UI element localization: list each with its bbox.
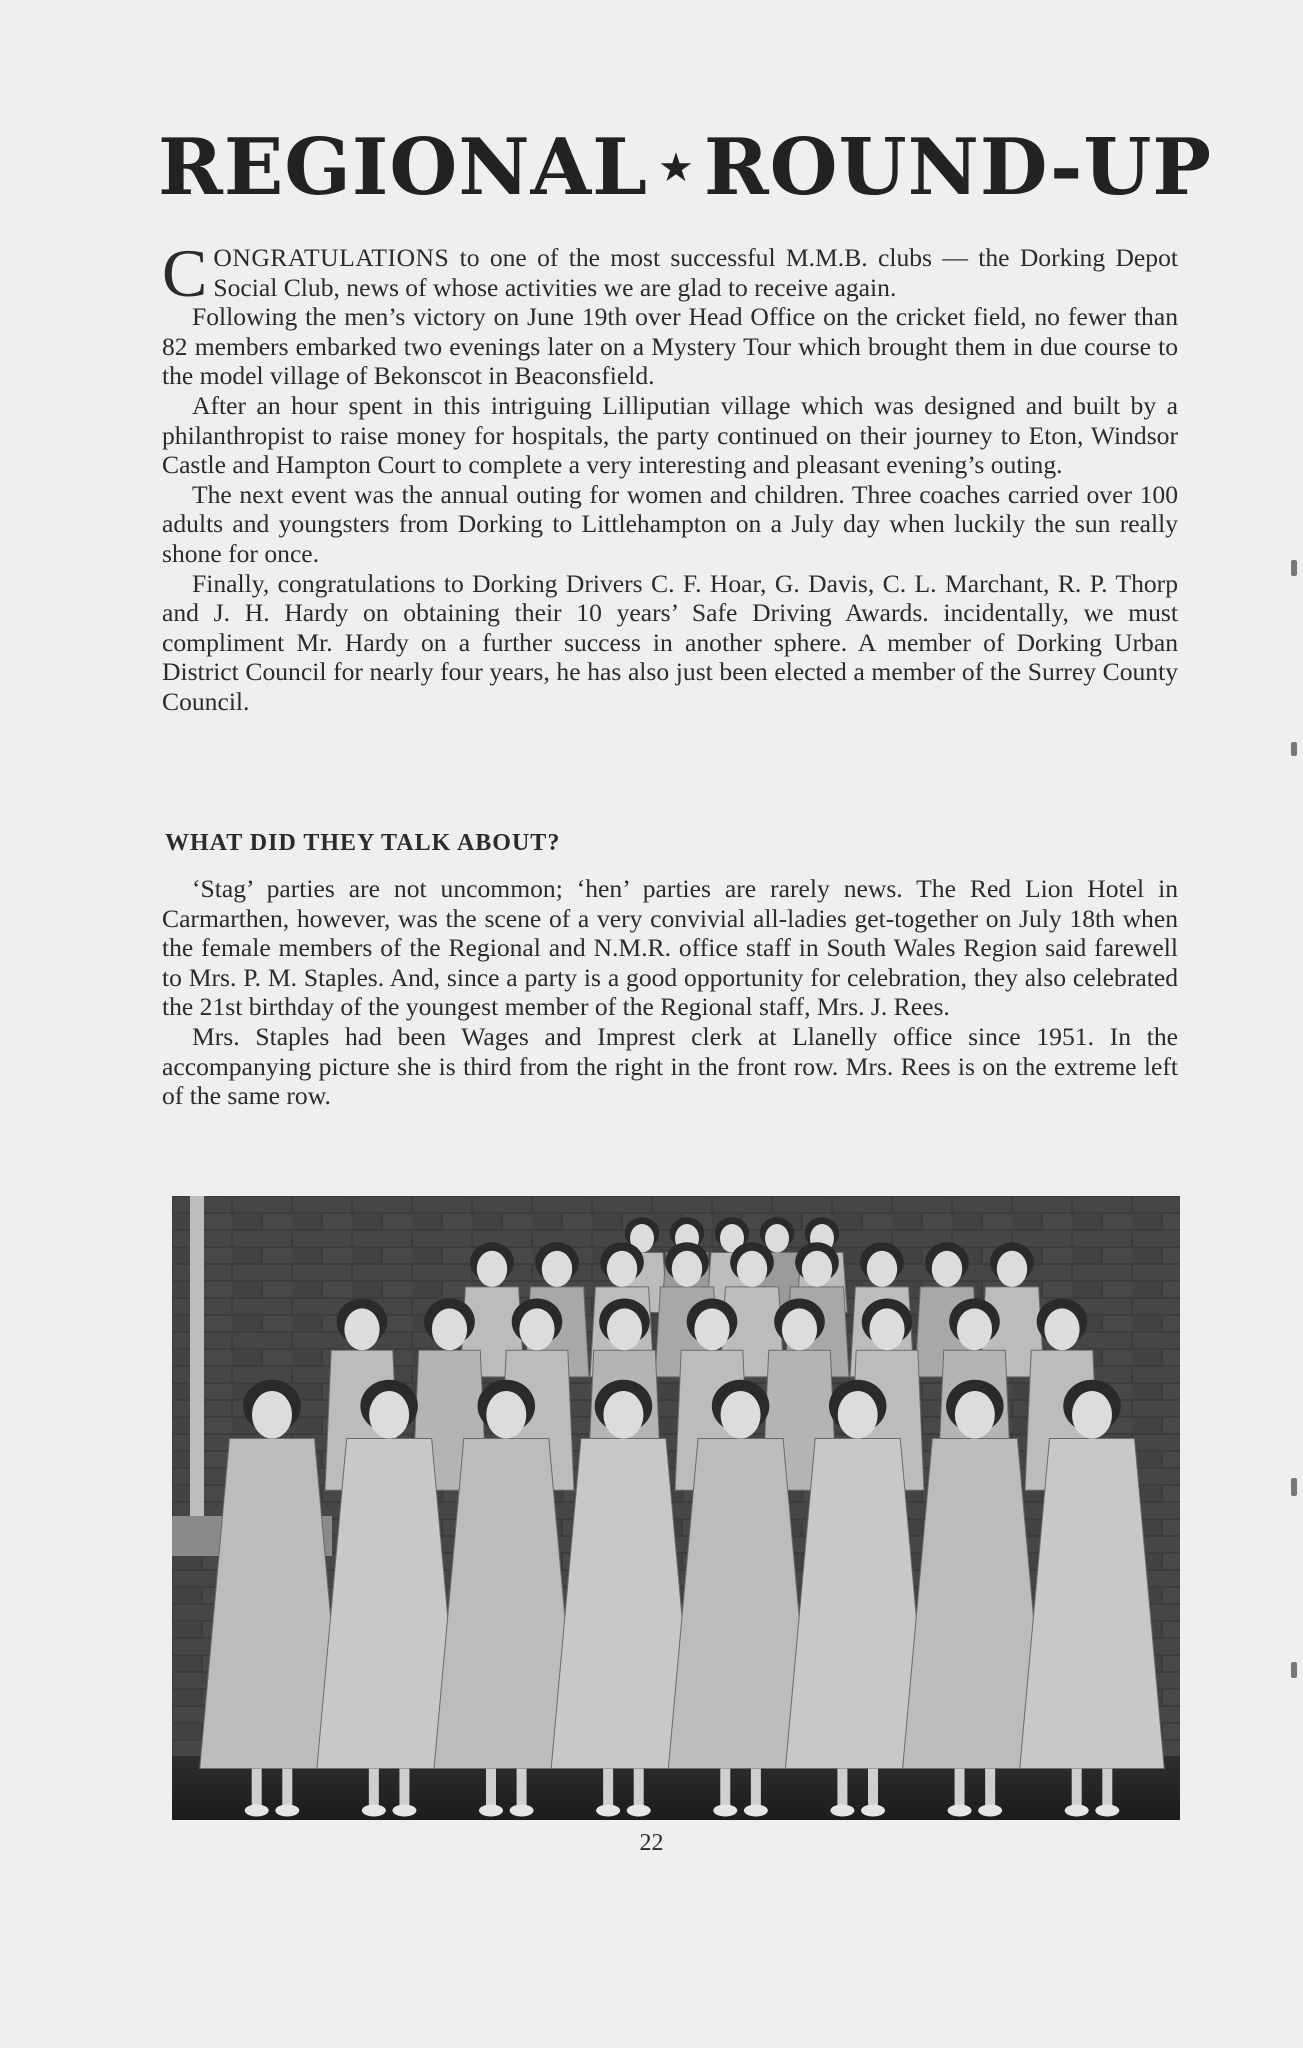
leg <box>517 1769 527 1809</box>
shoe <box>362 1805 386 1817</box>
face <box>955 1391 995 1439</box>
lead-smallcaps: ONGRATULATIONS <box>213 243 450 272</box>
shoe <box>245 1805 269 1817</box>
shoe <box>510 1805 534 1817</box>
shoe <box>978 1805 1002 1817</box>
shoe <box>479 1805 503 1817</box>
leg <box>603 1769 613 1809</box>
shoe <box>830 1805 854 1817</box>
leg <box>486 1769 496 1809</box>
shoe <box>713 1805 737 1817</box>
page-title <box>158 118 1213 218</box>
article-paragraph: The next event was the annual outing for women and children. Three coaches carried over 100 adults and youngsters from Dorking to Littlehampton on a July day when luckily the sun really shone for once. <box>162 479 1178 568</box>
article-hen-party <box>162 874 1178 1111</box>
star-icon: ★ <box>657 145 694 191</box>
lead-text: to one of the most successful M.M.B. clubs — the Dorking Depot Social Club, news of whose activities we are glad to receive again. <box>213 243 1178 302</box>
leg <box>985 1769 995 1809</box>
leg <box>720 1769 730 1809</box>
leg <box>634 1769 644 1809</box>
article-paragraph: Finally, congratulations to Dorking Drivers C. F. Hoar, G. Davis, C. L. Marchant, R. P. Thorp and J. H. Hardy on obtaining their 10 years’ Safe Driving Awards. incidentally, we must compliment Mr. Hardy on a further success in another sphere. A member of Dorking Urban District Council for nearly four years, he has also just been elected a member of the Surrey County Council. <box>162 568 1178 716</box>
leg <box>837 1769 847 1809</box>
face <box>486 1391 526 1439</box>
face <box>765 1224 789 1253</box>
face <box>932 1251 962 1287</box>
section-heading: WHAT DID THEY TALK ABOUT? <box>165 830 561 856</box>
face <box>869 1308 904 1350</box>
article-lead-paragraph <box>162 235 1178 311</box>
face <box>603 1391 643 1439</box>
leg <box>955 1769 965 1809</box>
article-paragraph: After an hour spent in this intriguing Lilliputian village which was designed and built by a philanthropist to raise money for hospitals, the party continued on their journey to Eton, Windsor Castle and Hampton Court to complete a very interesting and pleasant evening’s outing. <box>162 390 1178 480</box>
article-paragraph: Mrs. Staples had been Wages and Imprest clerk at Llanelly office since 1951. In the accompanying picture she is third from the right in the front row. Mrs. Rees is on the extreme left of the same row. <box>162 1021 1178 1111</box>
face <box>252 1391 292 1439</box>
group-photo-illustration <box>172 1196 1180 1820</box>
leg <box>282 1769 292 1809</box>
shoe <box>627 1805 651 1817</box>
scan-artifact <box>1291 1478 1297 1496</box>
title-regional: REGIONAL <box>158 122 648 213</box>
group-photograph <box>172 1196 1180 1820</box>
shoe <box>392 1805 416 1817</box>
face <box>1044 1308 1079 1350</box>
leg <box>399 1769 409 1809</box>
shoe <box>744 1805 768 1817</box>
shoe <box>596 1805 620 1817</box>
white-post <box>190 1196 204 1526</box>
face <box>519 1308 554 1350</box>
shoe <box>1065 1805 1089 1817</box>
face <box>672 1251 702 1287</box>
face <box>694 1308 729 1350</box>
article-paragraph: ‘Stag’ parties are not uncommon; ‘hen’ parties are rarely news. The Red Lion Hotel in Carmarthen, however, was the scene of a very convivial all-ladies get-together on July 18th when the female members of the Regional and N.M.R. office staff in South Wales Region said farewell to Mrs. P. M. Staples. And, since a party is a good opportunity for celebration, they also celebrated the 21st birthday of the youngest member of the Regional staff, Mrs. J. Rees. <box>162 874 1178 1022</box>
title-round-up: ROUND-UP <box>703 122 1213 213</box>
face <box>802 1251 832 1287</box>
leg <box>1102 1769 1112 1809</box>
face <box>477 1251 507 1287</box>
leg <box>1072 1769 1082 1809</box>
face <box>432 1308 467 1350</box>
shoe <box>1095 1805 1119 1817</box>
article-dorking <box>162 235 1178 717</box>
leg <box>751 1769 761 1809</box>
scan-artifact <box>1291 742 1297 756</box>
page-number: 22 <box>639 1830 664 1856</box>
face <box>867 1251 897 1287</box>
face <box>838 1391 878 1439</box>
face <box>721 1391 761 1439</box>
scan-artifact <box>1291 560 1297 576</box>
face <box>737 1251 767 1287</box>
leg <box>369 1769 379 1809</box>
article-paragraph: Following the men’s victory on June 19th over Head Office on the cricket field, no fewer than 82 members embarked two evenings later on a Mystery Tour which brought them in due course to the model village of Bekonscot in Beaconsfield. <box>162 302 1178 391</box>
shoe <box>275 1805 299 1817</box>
face <box>542 1251 572 1287</box>
shoe <box>861 1805 885 1817</box>
leg <box>252 1769 262 1809</box>
face <box>344 1308 379 1350</box>
face <box>607 1251 637 1287</box>
shoe <box>948 1805 972 1817</box>
face <box>607 1308 642 1350</box>
leg <box>868 1769 878 1809</box>
face <box>782 1308 817 1350</box>
face <box>957 1308 992 1350</box>
face <box>1072 1391 1112 1439</box>
face <box>997 1251 1027 1287</box>
drop-cap: C <box>162 235 208 311</box>
face <box>369 1391 409 1439</box>
scan-artifact <box>1291 1662 1297 1678</box>
